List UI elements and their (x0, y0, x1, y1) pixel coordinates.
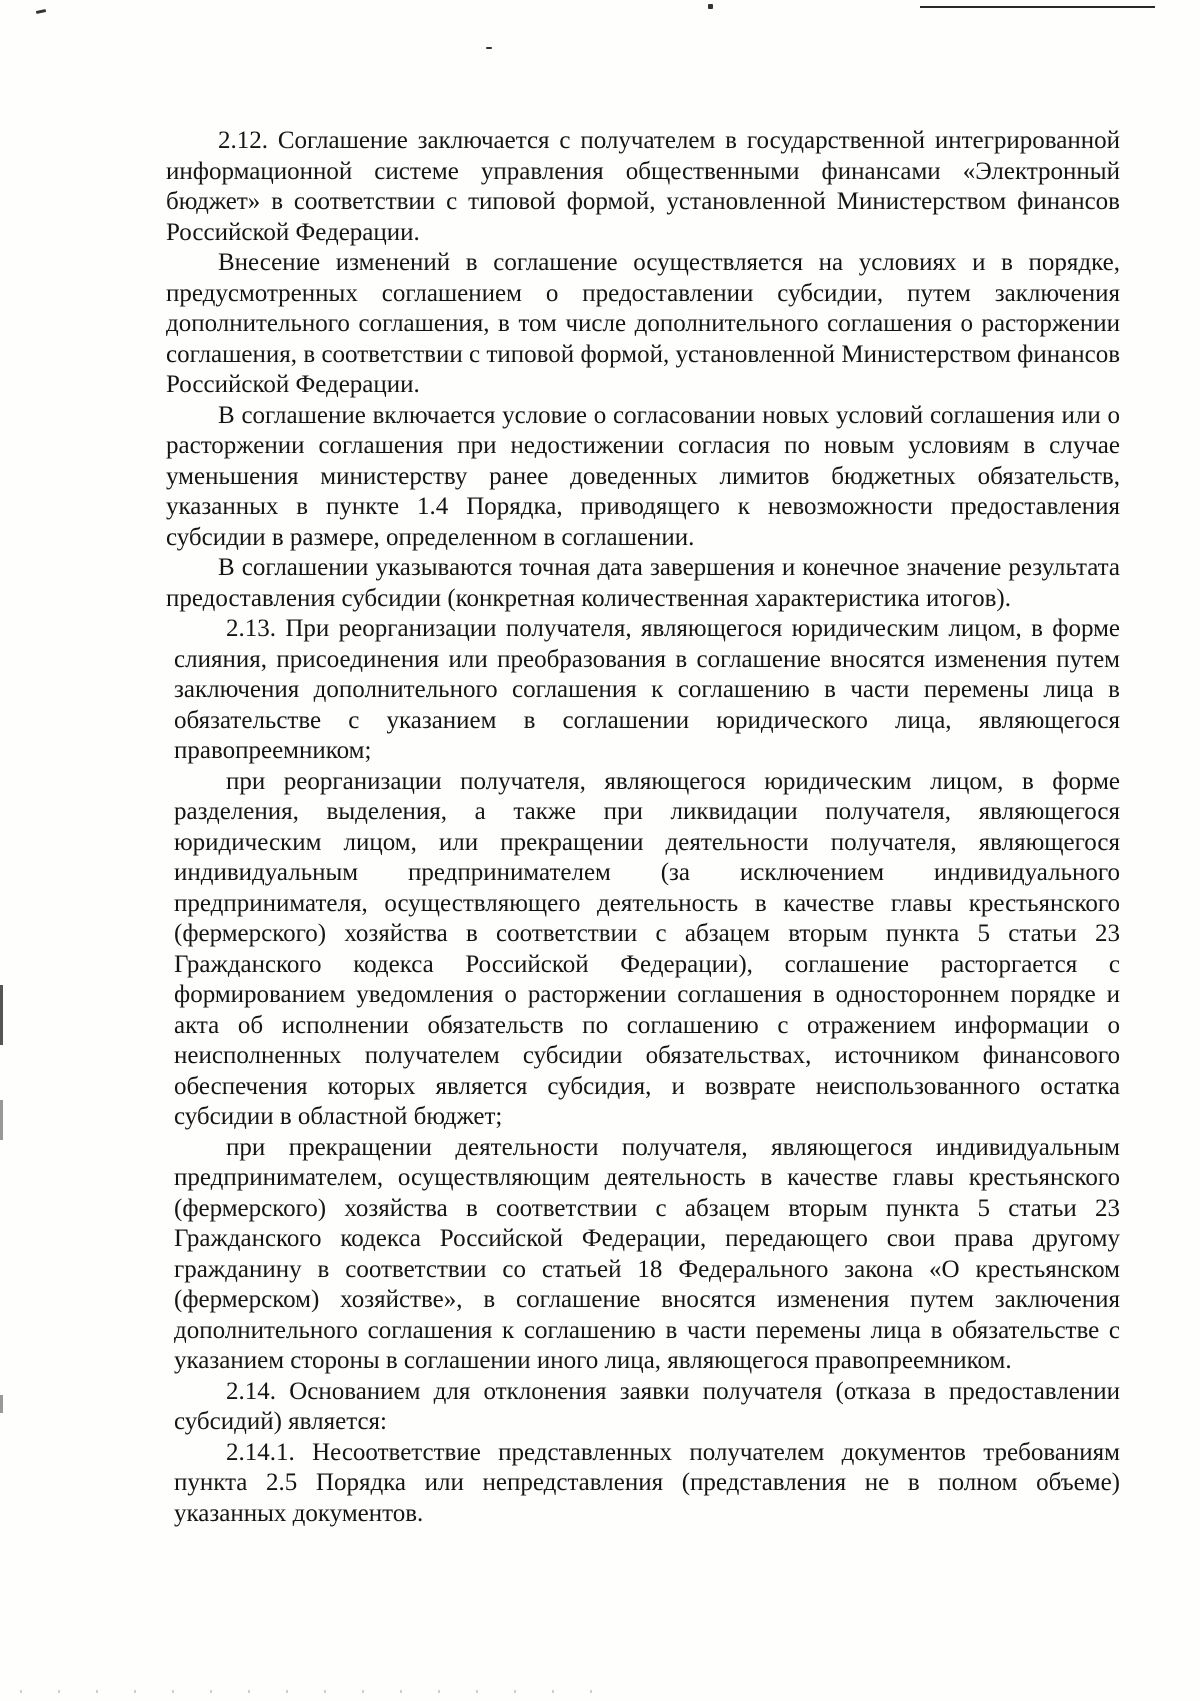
paragraph-new-conditions: В соглашение включается условие о согласовании новых условий соглашения или о расторжении соглашения при недостижении согласия по новым условиям в случае уменьшения министерству ранее доведенных лимитов бюджетных обязательств, указанных в пункте 1.4 Порядка, приводящего к невозможности предоставления субсидии в размере, определенном в соглашении. (166, 401, 1120, 551)
paragraph-farm-termination: при прекращении деятельности получателя, являющегося индивидуальным предпринимателем, осуществляющим деятельность в качестве главы крестьянского (фермерского) хозяйства в соответствии с абзацем вторым пункта 5 статьи 23 Гражданского кодекса Российской Федерации, передающего свои права другому гражданину в соответствии со статьей 18 Федерального закона «О крестьянском (фермерском) хозяйстве», в соглашение вносятся изменения путем заключения дополнительного соглашения к соглашению в части перемены лица в обязательстве с указанием стороны в соглашении иного лица, являющегося правопреемником. (174, 1133, 1120, 1374)
document-body (168, 126, 1120, 1529)
paragraph-reorganization-division: при реорганизации получателя, являющегося юридическим лицом, в форме разделения, выделения, а также при ликвидации получателя, являющегося юридическим лицом, или прекращении деятельности получателя, являющегося индивидуальным предпринимателем (за исключением индивидуального предпринимателя, осуществляющего деятельность в качестве главы крестьянского (фермерского) хозяйства в соответствии с абзацем вторым пункта 5 статьи 23 Гражданского кодекса Российской Федерации), соглашение расторгается с формированием уведомления о расторжении соглашения в одностороннем порядке и акта об исполнении обязательств по соглашению с отражением информации о неисполненных получателем субсидии обязательствах, источником финансового обеспечения которых является субсидия, и возврате неиспользованного остатка субсидии в областной бюджет; (174, 767, 1120, 1130)
scan-speck-dash (486, 47, 492, 49)
paragraph-result-date: В соглашении указываются точная дата завершения и конечное значение результата предоставления субсидии (конкретная количественная характеристика итогов). (166, 554, 1120, 612)
scan-bottom-noise (20, 1690, 620, 1693)
paragraph-2-14: 2.14. Основанием для отклонения заявки получателя (отказа в предоставлении субсидий) является: (174, 1377, 1120, 1435)
paragraph-2-14-1: 2.14.1. Несоответствие представленных получателем документов требованиям пункта 2.5 Порядка или непредставления (представления не в полном объеме) указанных документов. (174, 1438, 1120, 1527)
paragraph-amendments: Внесение изменений в соглашение осуществляется на условиях и в порядке, предусмотренных соглашением о предоставлении субсидии, путем заключения дополнительного соглашения, в том числе дополнительного соглашения о расторжении соглашения, в соответствии с типовой формой, установленной Министерством финансов Российской Федерации. (166, 249, 1120, 398)
scan-top-line (920, 6, 1155, 8)
scan-speck-top-center (708, 4, 713, 9)
scan-left-edge-mark (0, 1395, 3, 1413)
scan-left-edge-mark (0, 985, 3, 1045)
scan-left-edge-mark (0, 1100, 3, 1140)
paragraph-2-13: 2.13. При реорганизации получателя, являющегося юридическим лицом, в форме слияния, присоединения или преобразования в соглашение вносятся изменения путем заключения дополнительного соглашения к соглашению в части перемены лица в обязательстве с указанием в соглашении юридического лица, являющегося правопреемником; (174, 615, 1120, 764)
paragraph-2-12: 2.12. Соглашение заключается с получателем в государственной интегрированной информационной системе управления общественными финансами «Электронный бюджет» в соответствии с типовой формой, установленной Министерством финансов Российской Федерации. (166, 127, 1120, 246)
scan-speck-top-left (36, 9, 46, 14)
